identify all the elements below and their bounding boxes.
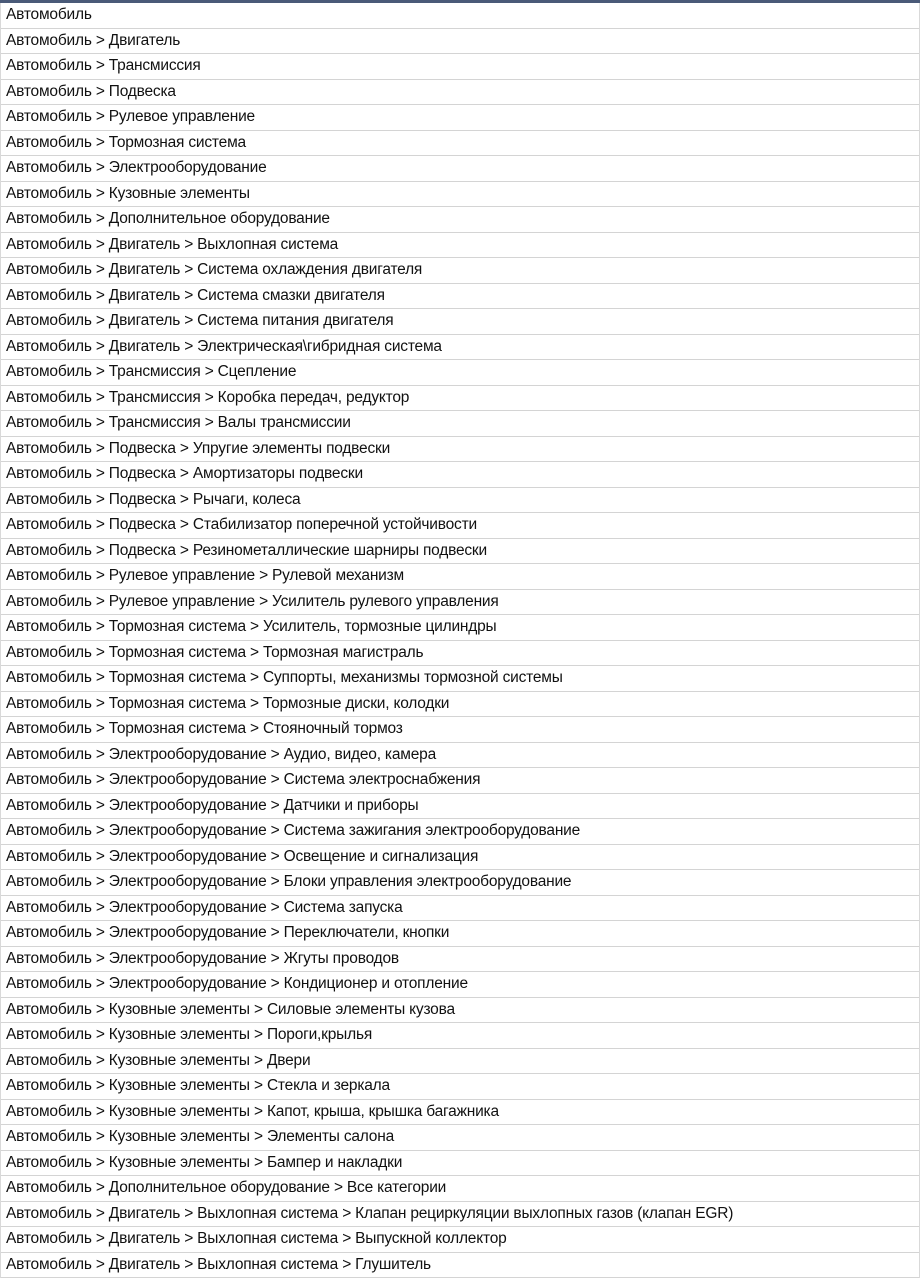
- table-row[interactable]: Автомобиль > Электрооборудование > Жгуты проводов: [1, 947, 919, 973]
- table-row[interactable]: Автомобиль > Двигатель > Выхлопная система > Клапан рециркуляции выхлопных газов (клапан EGR): [1, 1202, 919, 1228]
- table-row[interactable]: Автомобиль > Кузовные элементы > Бампер и накладки: [1, 1151, 919, 1177]
- table-row[interactable]: Автомобиль > Тормозная система > Стояночный тормоз: [1, 717, 919, 743]
- table-row[interactable]: Автомобиль > Двигатель > Система охлаждения двигателя: [1, 258, 919, 284]
- table-row[interactable]: Автомобиль > Электрооборудование > Кондиционер и отопление: [1, 972, 919, 998]
- table-row[interactable]: Автомобиль > Трансмиссия: [1, 54, 919, 80]
- table-row[interactable]: Автомобиль > Двигатель > Выхлопная система > Глушитель: [1, 1253, 919, 1279]
- table-row[interactable]: Автомобиль > Тормозная система > Тормозная магистраль: [1, 641, 919, 667]
- table-row[interactable]: Автомобиль > Трансмиссия > Коробка передач, редуктор: [1, 386, 919, 412]
- table-row[interactable]: Автомобиль > Кузовные элементы > Элементы салона: [1, 1125, 919, 1151]
- table-row[interactable]: Автомобиль > Тормозная система > Суппорты, механизмы тормозной системы: [1, 666, 919, 692]
- category-table: [0, 3, 920, 1278]
- table-row[interactable]: Автомобиль > Электрооборудование > Система зажигания электрооборудование: [1, 819, 919, 845]
- table-row[interactable]: Автомобиль > Электрооборудование > Система электроснабжения: [1, 768, 919, 794]
- table-row[interactable]: Автомобиль > Двигатель > Система смазки двигателя: [1, 284, 919, 310]
- table-row[interactable]: Автомобиль > Двигатель > Выхлопная система: [1, 233, 919, 259]
- table-row[interactable]: Автомобиль > Электрооборудование > Система запуска: [1, 896, 919, 922]
- table-row[interactable]: Автомобиль > Двигатель > Система питания двигателя: [1, 309, 919, 335]
- table-row[interactable]: Автомобиль > Трансмиссия > Валы трансмиссии: [1, 411, 919, 437]
- table-row[interactable]: Автомобиль > Подвеска > Рычаги, колеса: [1, 488, 919, 514]
- table-row[interactable]: Автомобиль > Кузовные элементы > Силовые элементы кузова: [1, 998, 919, 1024]
- table-row[interactable]: Автомобиль > Кузовные элементы: [1, 182, 919, 208]
- table-row[interactable]: Автомобиль > Рулевое управление: [1, 105, 919, 131]
- table-row[interactable]: Автомобиль > Кузовные элементы > Капот, крыша, крышка багажника: [1, 1100, 919, 1126]
- table-row[interactable]: Автомобиль > Электрооборудование > Аудио, видео, камера: [1, 743, 919, 769]
- table-row[interactable]: Автомобиль > Электрооборудование > Блоки управления электрооборудование: [1, 870, 919, 896]
- table-row[interactable]: Автомобиль > Подвеска > Упругие элементы подвески: [1, 437, 919, 463]
- table-row[interactable]: Автомобиль > Электрооборудование > Переключатели, кнопки: [1, 921, 919, 947]
- table-row[interactable]: Автомобиль > Кузовные элементы > Пороги,крылья: [1, 1023, 919, 1049]
- table-row[interactable]: Автомобиль > Дополнительное оборудование: [1, 207, 919, 233]
- table-row[interactable]: Автомобиль > Двигатель: [1, 29, 919, 55]
- table-row[interactable]: Автомобиль > Рулевое управление > Рулевой механизм: [1, 564, 919, 590]
- table-row[interactable]: Автомобиль > Электрооборудование: [1, 156, 919, 182]
- table-row[interactable]: Автомобиль > Двигатель > Выхлопная система > Выпускной коллектор: [1, 1227, 919, 1253]
- table-row[interactable]: Автомобиль > Подвеска > Стабилизатор поперечной устойчивости: [1, 513, 919, 539]
- table-row[interactable]: Автомобиль > Рулевое управление > Усилитель рулевого управления: [1, 590, 919, 616]
- table-row[interactable]: Автомобиль > Дополнительное оборудование > Все категории: [1, 1176, 919, 1202]
- table-row[interactable]: Автомобиль > Электрооборудование > Освещение и сигнализация: [1, 845, 919, 871]
- table-row[interactable]: Автомобиль: [1, 3, 919, 29]
- table-row[interactable]: Автомобиль > Подвеска: [1, 80, 919, 106]
- table-row[interactable]: Автомобиль > Трансмиссия > Сцепление: [1, 360, 919, 386]
- table-row[interactable]: Автомобиль > Подвеска > Амортизаторы подвески: [1, 462, 919, 488]
- table-row[interactable]: Автомобиль > Двигатель > Электрическая\гибридная система: [1, 335, 919, 361]
- table-row[interactable]: Автомобиль > Электрооборудование > Датчики и приборы: [1, 794, 919, 820]
- table-row[interactable]: Автомобиль > Подвеска > Резинометаллические шарниры подвески: [1, 539, 919, 565]
- table-row[interactable]: Автомобиль > Тормозная система > Тормозные диски, колодки: [1, 692, 919, 718]
- table-row[interactable]: Автомобиль > Тормозная система > Усилитель, тормозные цилиндры: [1, 615, 919, 641]
- table-row[interactable]: Автомобиль > Кузовные элементы > Двери: [1, 1049, 919, 1075]
- table-row[interactable]: Автомобиль > Тормозная система: [1, 131, 919, 157]
- table-row[interactable]: Автомобиль > Кузовные элементы > Стекла и зеркала: [1, 1074, 919, 1100]
